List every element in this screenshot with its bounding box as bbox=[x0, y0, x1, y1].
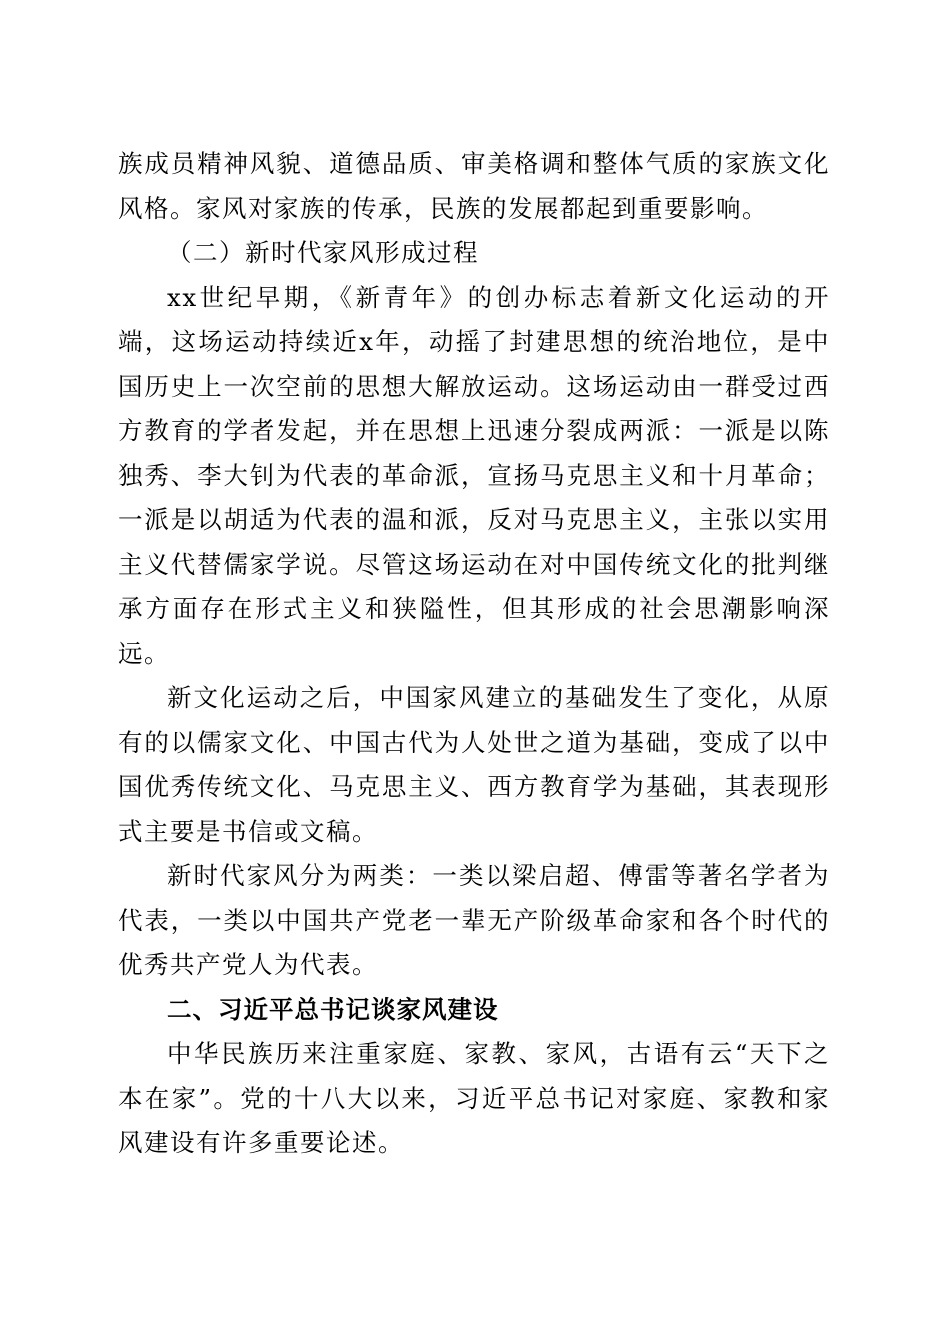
paragraph-two-categories: 新时代家风分为两类：一类以梁启超、傅雷等著名学者为代表，一类以中国共产党老一辈无产阶级革命家和各个时代的优秀共产党人为代表。 bbox=[118, 861, 830, 979]
section-heading-xi-on-family: 二、习近平总书记谈家风建设 bbox=[167, 994, 499, 1024]
paragraph-chinese-nation-family: 中华民族历来注重家庭、家教、家风，古语有云“天下之本在家”。党的十八大以来，习近平总书记对家庭、家教和家风建设有许多重要论述。 bbox=[118, 1039, 830, 1157]
subheading-new-era-family-tradition: （二）新时代家风形成过程 bbox=[167, 238, 479, 267]
document-body bbox=[118, 142, 830, 1166]
paragraph-new-culture-movement: xx世纪早期，《新青年》的创办标志着新文化运动的开端，这场运动持续近x年，动摇了封建思想的统治地位，是中国历史上一次空前的思想大解放运动。这场运动由一群受过西方教育的学者发起，并在思想上迅速分裂成两派：一派是以陈独秀、李大钊为代表的革命派，宣扬马克思主义和十月革命；一派是以胡适为代表的温和派，反对马克思主义，主张以实用主义代替儒家学说。尽管这场运动在对中国传统文化的批判继承方面存在形式主义和狭隘性，但其形成的社会思潮影响深远。 bbox=[118, 282, 830, 668]
paragraph-after-movement: 新文化运动之后，中国家风建立的基础发生了变化，从原有的以儒家文化、中国古代为人处世之道为基础，变成了以中国优秀传统文化、马克思主义、西方教育学为基础，其表现形式主要是书信或文稿。 bbox=[118, 683, 830, 846]
continuation-paragraph: 族成员精神风貌、道德品质、审美格调和整体气质的家族文化风格。家风对家族的传承，民族的发展都起到重要影响。 bbox=[118, 149, 830, 223]
